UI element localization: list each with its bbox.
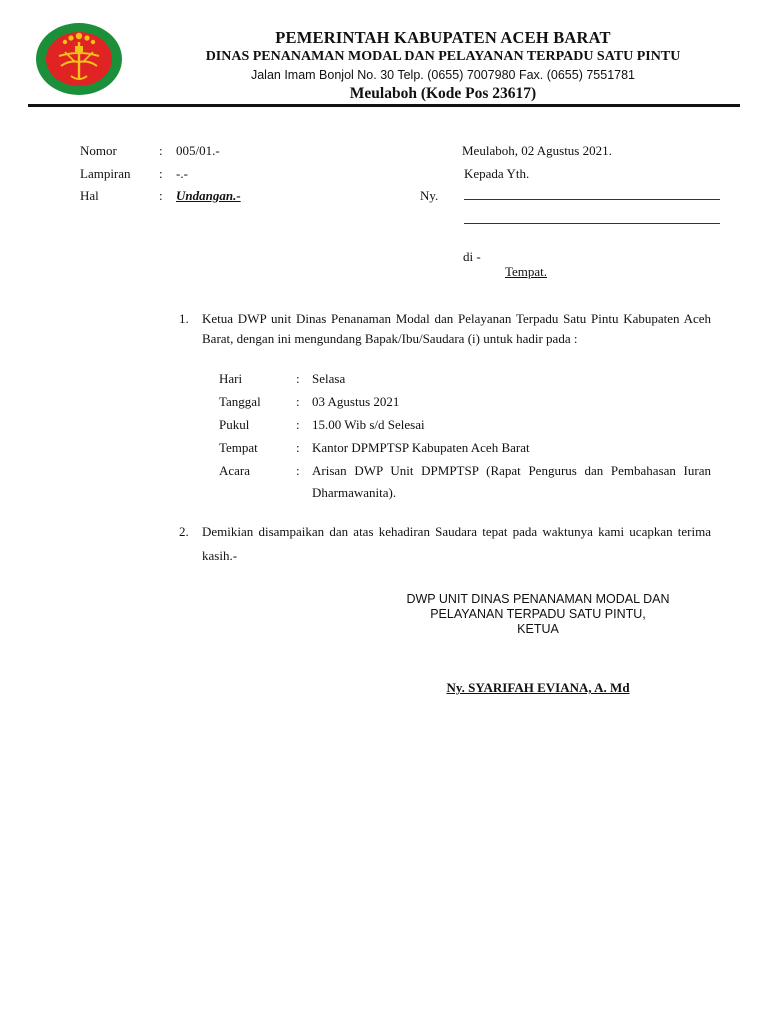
recipient-salutation: Kepada Yth. [464, 166, 530, 181]
event-tanggal-label: Tanggal [219, 394, 261, 409]
event-tempat-label: Tempat [219, 440, 258, 455]
signature-org-line-1: DWP UNIT DINAS PENANAMAN MODAL DAN [406, 592, 670, 606]
nomor-label: Nomor [80, 143, 117, 158]
event-hari-label: Hari [219, 371, 243, 386]
event-tanggal-value: 03 Agustus 2021 [312, 394, 400, 409]
signature-block [360, 592, 716, 637]
event-acara-colon: : [296, 463, 300, 478]
government-name: PEMERINTAH KABUPATEN ACEH BARAT [275, 28, 611, 47]
event-hari-value: Selasa [312, 371, 346, 386]
event-tempat-colon: : [296, 440, 300, 455]
item-1-number: 1. [179, 311, 189, 326]
event-pukul-value: 15.00 Wib s/d Selesai [312, 417, 425, 432]
event-acara-value: Arisan DWP Unit DPMPTSP (Rapat Pengurus dan Pembahasan Iuran Dharmawanita). [312, 463, 711, 500]
event-hari-colon: : [296, 371, 300, 386]
lampiran-label: Lampiran [80, 166, 131, 181]
recipient-di: di - [463, 249, 481, 264]
item-2-number: 2. [179, 524, 189, 539]
event-pukul-colon: : [296, 417, 300, 432]
office-address: Jalan Imam Bonjol No. 30 Telp. (0655) 7007980 Fax. (0655) 7551781 [250, 68, 636, 82]
signature-position: KETUA [517, 622, 559, 636]
nomor-colon: : [159, 143, 163, 158]
recipient-name-line [464, 199, 720, 200]
lampiran-value: -.- [176, 166, 188, 181]
signature-org-line-2: PELAYANAN TERPADU SATU PINTU, [430, 607, 646, 621]
office-name: DINAS PENANAMAN MODAL DAN PELAYANAN TERPADU SATU PINTU [205, 49, 681, 64]
item-2-text: Demikian disampaikan dan atas kehadiran Saudara tepat pada waktunya kami ucapkan terima kasih.- [202, 524, 711, 563]
aceh-barat-emblem-icon [35, 22, 123, 96]
event-tempat-value: Kantor DPMPTSP Kabupaten Aceh Barat [312, 440, 530, 455]
event-tanggal-colon: : [296, 394, 300, 409]
letterhead [128, 28, 758, 103]
recipient-place: Tempat. [505, 264, 548, 279]
recipient-ny-label: Ny. [420, 188, 439, 203]
letterhead-divider [28, 104, 740, 107]
place-date: Meulaboh, 02 Agustus 2021. [462, 143, 612, 158]
recipient-name-line-2 [464, 223, 720, 224]
nomor-value: 005/01.- [176, 143, 220, 158]
office-city: Meulaboh (Kode Pos 23617) [349, 85, 537, 102]
event-pukul-label: Pukul [219, 417, 250, 432]
lampiran-colon: : [159, 166, 163, 181]
hal-colon: : [159, 188, 163, 203]
signer-name: Ny. SYARIFAH EVIANA, A. Md [446, 680, 630, 695]
hal-label: Hal [80, 188, 99, 203]
hal-value: Undangan.- [176, 188, 241, 203]
event-acara-label: Acara [219, 463, 251, 478]
item-1-text: Ketua DWP unit Dinas Penanaman Modal dan Pelayanan Terpadu Satu Pintu Kabupaten Aceh Barat, dengan ini mengundang Bapak/Ibu/Saudara (i) untuk hadir pada : [202, 311, 711, 346]
